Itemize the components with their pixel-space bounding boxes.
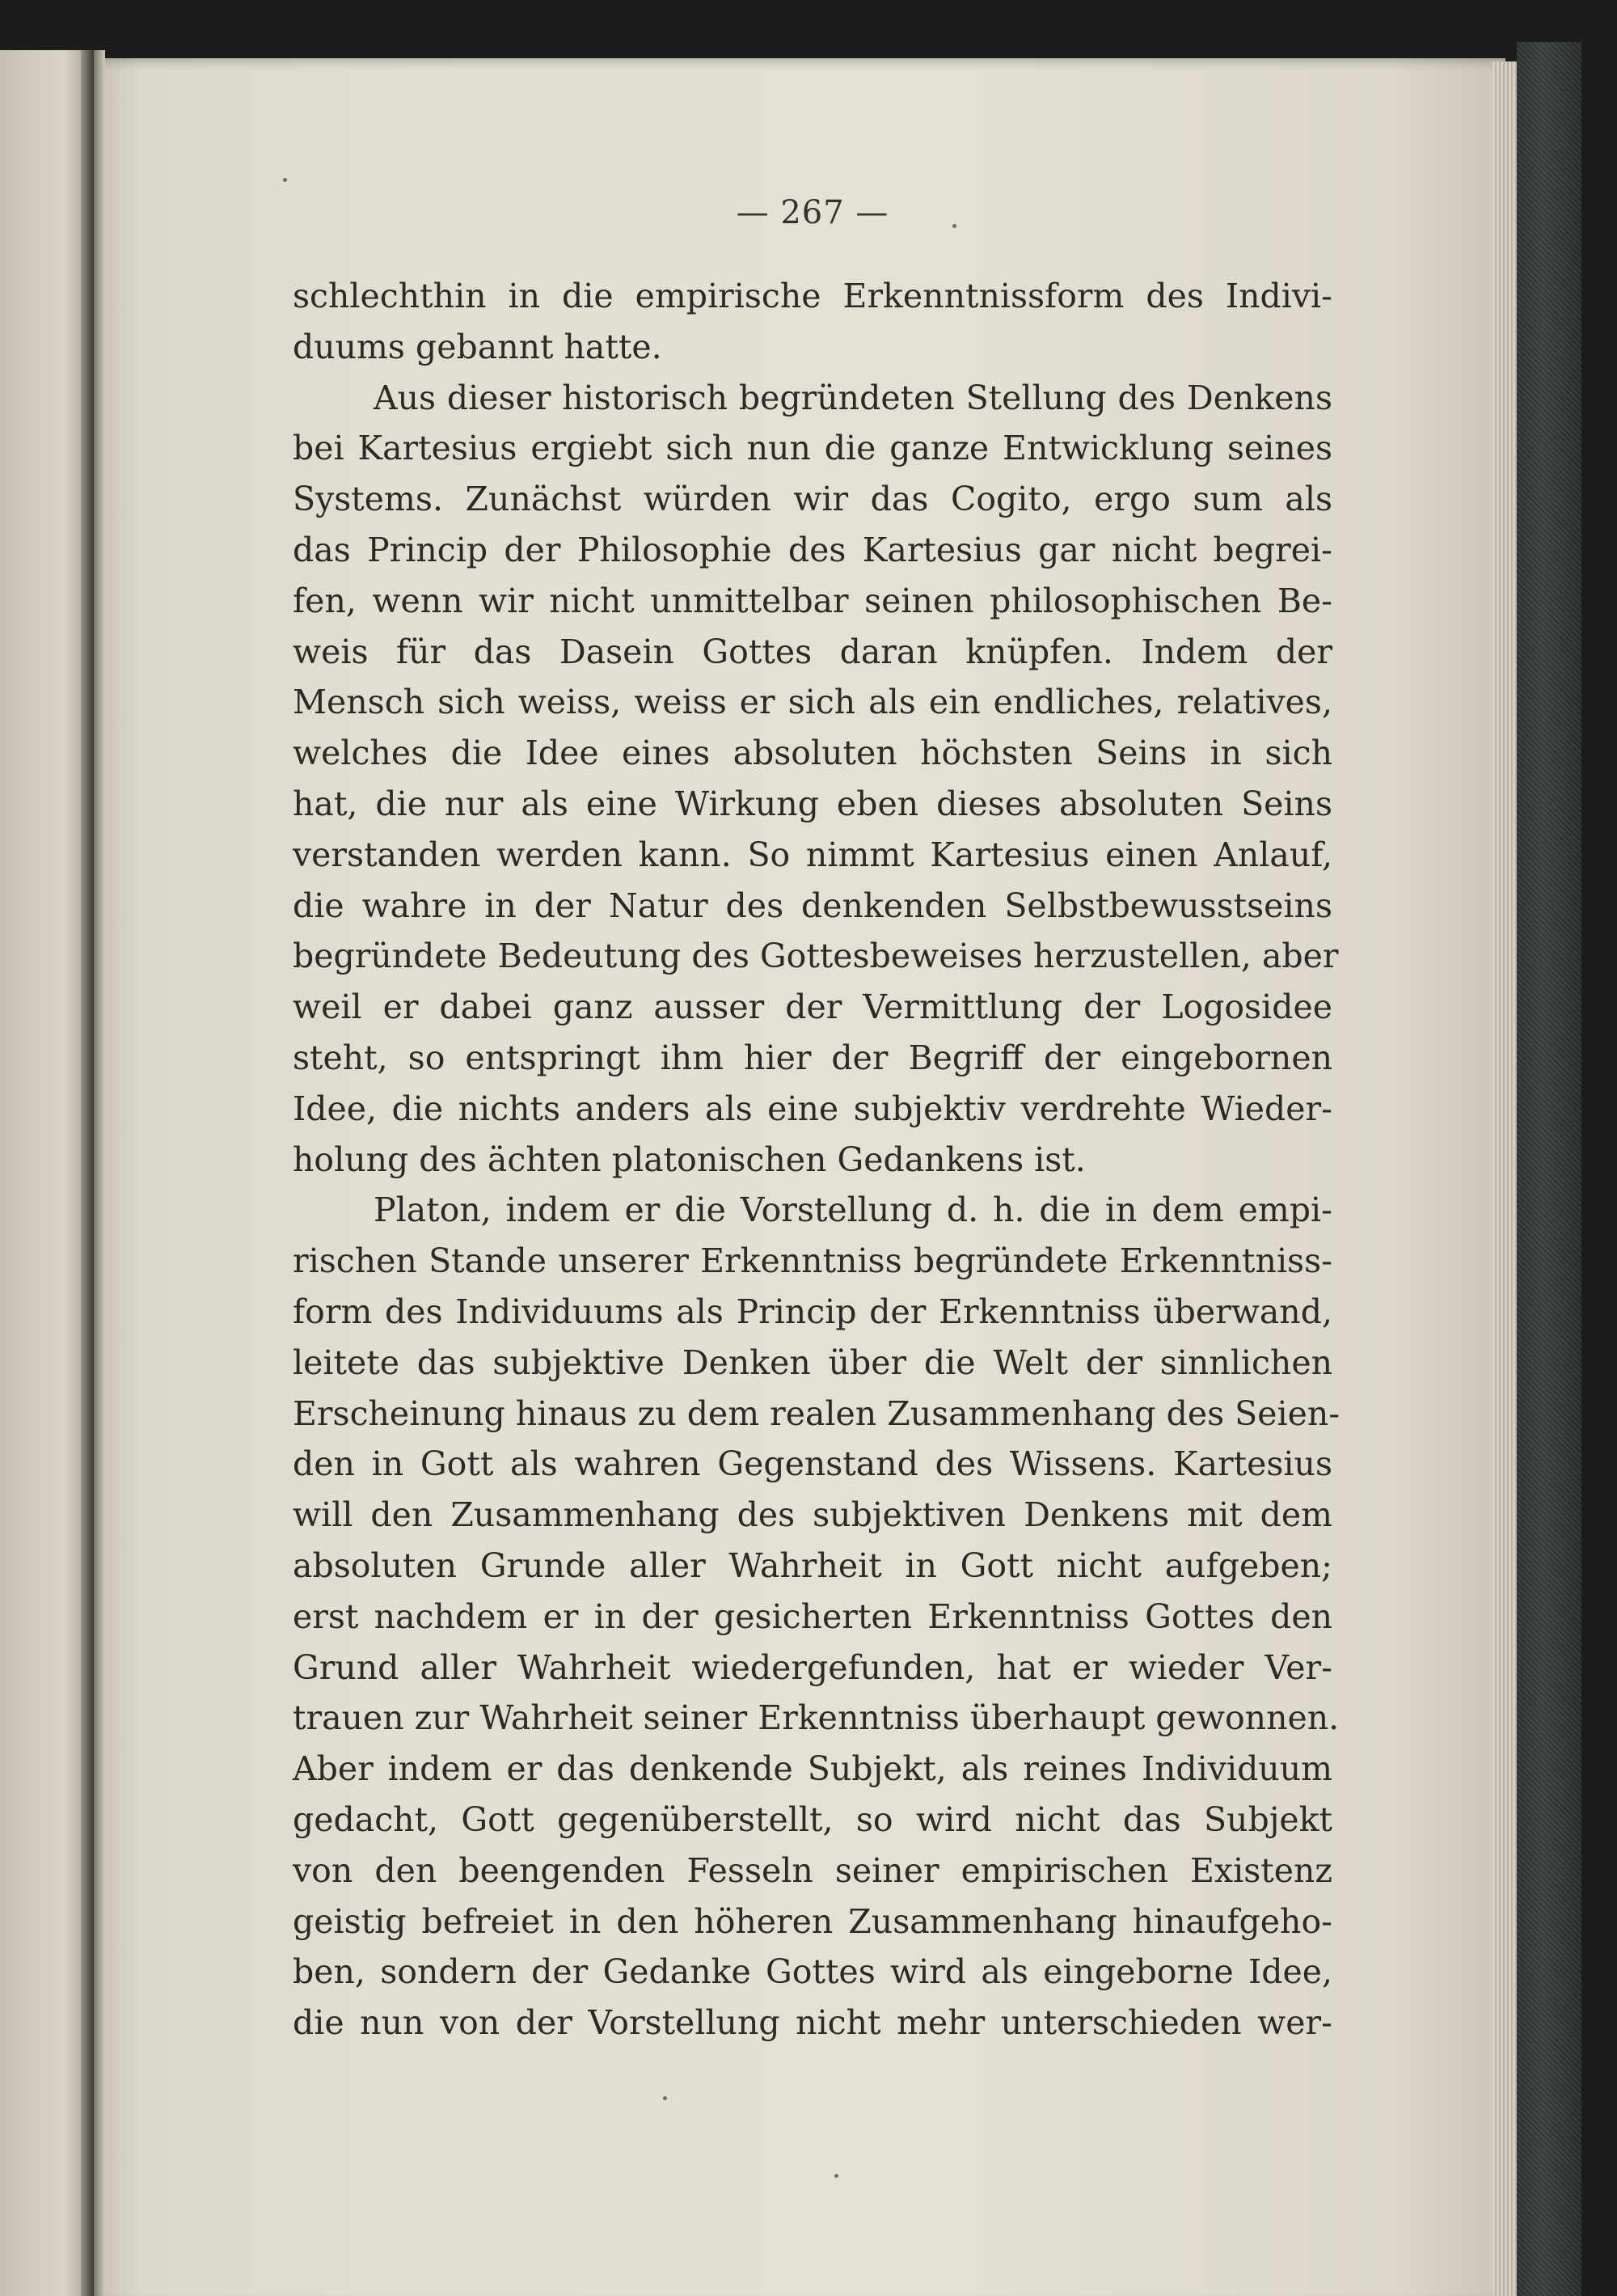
text-line: Grund aller Wahrheit wiedergefunden, hat er wieder Ver- [293,1647,1332,1687]
text-line: weil er dabei ganz ausser der Vermittlung der Logosidee [293,987,1332,1027]
text-line: duums gebannt hatte. [293,327,662,366]
text-line: verstanden werden kann. So nimmt Kartesius einen Anlauf, [293,835,1332,874]
text-line: geistig befreiet in den höheren Zusammenhang hinaufgeho- [293,1901,1332,1941]
text-line: Idee, die nichts anders als eine subjektiv verdrehte Wieder- [293,1089,1332,1128]
facing-page [0,50,91,2296]
text-line: von den beengenden Fesseln seiner empirischen Existenz [293,1850,1332,1890]
text-line: bei Kartesius ergiebt sich nun die ganze Entwicklung seines [293,429,1332,468]
text-line: fen, wenn wir nicht unmittelbar seinen philosophischen Be- [293,581,1332,620]
text-line: erst nachdem er in der gesicherten Erkenntniss Gottes den [293,1596,1332,1636]
text-line: holung des ächten platonischen Gedankens ist. [293,1140,1086,1179]
text-line: Erscheinung hinaus zu dem realen Zusammenhang des Seien- [293,1393,1340,1433]
text-line: weis für das Dasein Gottes daran knüpfen. Indem der [293,632,1332,671]
text-line: gedacht, Gott gegenüberstellt, so wird nicht das Subjekt [293,1799,1332,1839]
text-line: leitete das subjektive Denken über die Welt der sinnlichen [293,1343,1332,1382]
text-line: das Princip der Philosophie des Kartesius gar nicht begrei- [293,530,1332,569]
paper-speck [283,178,287,182]
text-line: will den Zusammenhang des subjektiven Denkens mit dem [293,1495,1332,1535]
text-line: welches die Idee eines absoluten höchsten Seins in sich [293,734,1332,773]
text-line: die wahre in der Natur des denkenden Selbstbewusstseins [293,886,1332,925]
text-line: schlechthin in die empirische Erkenntnissform des Indivi- [293,277,1332,315]
text-line: hat, die nur als eine Wirkung eben dieses absoluten Seins [293,784,1332,823]
text-line: form des Individuums als Princip der Erkenntniss überwand, [293,1292,1332,1331]
paper-speck [663,2096,667,2100]
body-text [293,271,1340,2049]
text-line: absoluten Grunde aller Wahrheit in Gott nicht aufgeben; [293,1545,1332,1585]
spine-shadow [94,50,105,2296]
facing-page-edge [81,50,94,2296]
page-number: — 267 — [736,194,889,231]
paper-speck [834,2174,838,2178]
text-line: Aus dieser historisch begründeten Stellung des Denkens [374,378,1332,417]
text-line: den in Gott als wahren Gegenstand des Wissens. Kartesius [293,1444,1332,1484]
text-line: Aber indem er das denkende Subjekt, als reines Individuum [293,1749,1332,1789]
text-line: ben, sondern der Gedanke Gottes wird als eingeborne Idee, [293,1952,1332,1992]
text-line: rischen Stande unserer Erkenntniss begründete Erkenntniss- [293,1241,1332,1281]
text-line: steht, so entspringt ihm hier der Begriff der eingebornen [293,1038,1332,1077]
text-line: Platon, indem er die Vorstellung d. h. die in dem empi- [374,1190,1332,1230]
text-line: trauen zur Wahrheit seiner Erkenntniss überhaupt gewonnen. [293,1698,1340,1738]
text-line: begründete Bedeutung des Gottesbeweises herzustellen, aber [293,937,1339,976]
book-cover [1517,42,1581,2296]
page-edges [1492,61,1517,2296]
text-line: Systems. Zunächst würden wir das Cogito, ergo sum als [293,480,1332,519]
text-line: Mensch sich weiss, weiss er sich als ein endliches, relatives, [293,683,1332,722]
text-line: die nun von der Vorstellung nicht mehr unterschieden wer- [293,2003,1332,2043]
